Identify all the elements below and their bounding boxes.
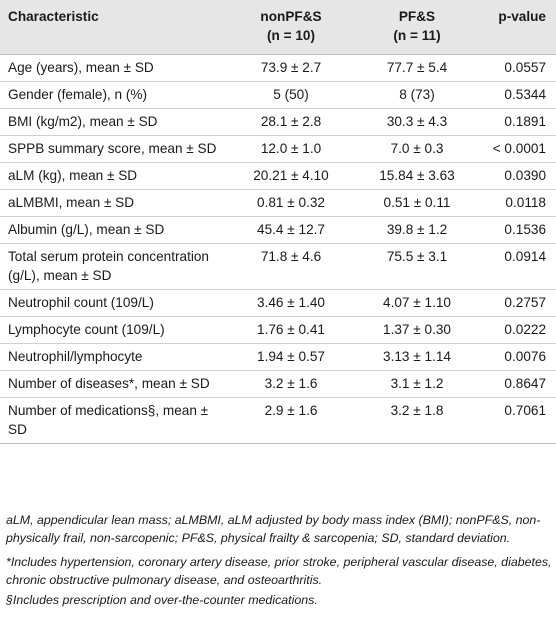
header-group-pfs-label: PF&S [398, 9, 436, 24]
row-pvalue: 0.8647 [480, 371, 556, 398]
row-pfs-value: 30.3 ± 4.3 [354, 109, 480, 136]
row-nonpfs-value: 28.1 ± 2.8 [228, 109, 354, 136]
footnote-medications: §Includes prescription and over-the-counter medications. [6, 593, 318, 607]
row-nonpfs-value: 12.0 ± 1.0 [228, 136, 354, 163]
row-label: SPPB summary score, mean ± SD [0, 136, 228, 163]
table-row [0, 290, 556, 317]
header-group-nonpfs-label: nonPF&S [260, 9, 322, 24]
row-label: Number of medications§, mean ± SD [0, 398, 228, 444]
row-label: aLMBMI, mean ± SD [0, 190, 228, 217]
row-label: Albumin (g/L), mean ± SD [0, 217, 228, 244]
row-nonpfs-value: 5 (50) [228, 82, 354, 109]
row-nonpfs-value: 3.2 ± 1.6 [228, 371, 354, 398]
row-pvalue: 0.0118 [480, 190, 556, 217]
row-label: Lymphocyte count (109/L) [0, 317, 228, 344]
footnote-abbreviations: aLM, appendicular lean mass; aLMBMI, aLM adjusted by body mass index (BMI); nonPF&S, non-physically frail, non-sarcopenic; PF&S, physical frailty & sarcopenia; SD, standard deviation. [6, 513, 541, 545]
table-row [0, 244, 556, 290]
row-nonpfs-value: 0.81 ± 0.32 [228, 190, 354, 217]
header-pvalue: p-value [480, 0, 556, 55]
row-pvalue: 0.5344 [480, 82, 556, 109]
row-pfs-value: 75.5 ± 3.1 [354, 244, 480, 290]
row-pvalue: 0.0222 [480, 317, 556, 344]
row-nonpfs-value: 20.21 ± 4.10 [228, 163, 354, 190]
row-pvalue: 0.1891 [480, 109, 556, 136]
row-label: Neutrophil count (109/L) [0, 290, 228, 317]
row-pfs-value: 7.0 ± 0.3 [354, 136, 480, 163]
row-pvalue: < 0.0001 [480, 136, 556, 163]
footnote-diseases: *Includes hypertension, coronary artery disease, prior stroke, peripheral vascular disease, diabetes, chronic obstructive pulmonary disease, and osteoarthritis. [6, 555, 552, 587]
row-pfs-value: 3.2 ± 1.8 [354, 398, 480, 444]
table-row [0, 190, 556, 217]
row-pvalue: 0.0390 [480, 163, 556, 190]
row-pvalue: 0.7061 [480, 398, 556, 444]
row-label: Age (years), mean ± SD [0, 55, 228, 82]
table-row [0, 371, 556, 398]
table-row [0, 317, 556, 344]
row-pvalue: 0.1536 [480, 217, 556, 244]
table-footnotes [6, 511, 552, 611]
row-nonpfs-value: 1.76 ± 0.41 [228, 317, 354, 344]
table-row [0, 109, 556, 136]
row-pvalue: 0.0076 [480, 344, 556, 371]
row-nonpfs-value: 45.4 ± 12.7 [228, 217, 354, 244]
row-label: Total serum protein concentration (g/L), mean ± SD [0, 244, 228, 290]
header-group-pfs-n: (n = 11) [393, 28, 441, 43]
table-row [0, 344, 556, 371]
row-label: aLM (kg), mean ± SD [0, 163, 228, 190]
table-row [0, 398, 556, 444]
row-pfs-value: 39.8 ± 1.2 [354, 217, 480, 244]
row-label: Number of diseases*, mean ± SD [0, 371, 228, 398]
row-pfs-value: 8 (73) [354, 82, 480, 109]
row-pfs-value: 4.07 ± 1.10 [354, 290, 480, 317]
table-row [0, 82, 556, 109]
table-row [0, 217, 556, 244]
row-nonpfs-value: 3.46 ± 1.40 [228, 290, 354, 317]
row-pfs-value: 3.13 ± 1.14 [354, 344, 480, 371]
row-pfs-value: 77.7 ± 5.4 [354, 55, 480, 82]
row-pvalue: 0.0914 [480, 244, 556, 290]
table-row [0, 163, 556, 190]
row-pfs-value: 1.37 ± 0.30 [354, 317, 480, 344]
table-row [0, 136, 556, 163]
row-pvalue: 0.2757 [480, 290, 556, 317]
table-body [0, 55, 556, 444]
row-label: BMI (kg/m2), mean ± SD [0, 109, 228, 136]
header-characteristic: Characteristic [0, 0, 228, 55]
table-header-row [0, 0, 556, 55]
row-nonpfs-value: 2.9 ± 1.6 [228, 398, 354, 444]
row-nonpfs-value: 71.8 ± 4.6 [228, 244, 354, 290]
header-group-pfs [354, 0, 480, 55]
row-nonpfs-value: 1.94 ± 0.57 [228, 344, 354, 371]
row-pfs-value: 0.51 ± 0.11 [354, 190, 480, 217]
row-pfs-value: 3.1 ± 1.2 [354, 371, 480, 398]
row-pfs-value: 15.84 ± 3.63 [354, 163, 480, 190]
row-nonpfs-value: 73.9 ± 2.7 [228, 55, 354, 82]
row-label: Neutrophil/lymphocyte [0, 344, 228, 371]
header-group-nonpfs-n: (n = 10) [267, 28, 315, 43]
row-label: Gender (female), n (%) [0, 82, 228, 109]
table-row [0, 55, 556, 82]
row-pvalue: 0.0557 [480, 55, 556, 82]
header-group-nonpfs [228, 0, 354, 55]
